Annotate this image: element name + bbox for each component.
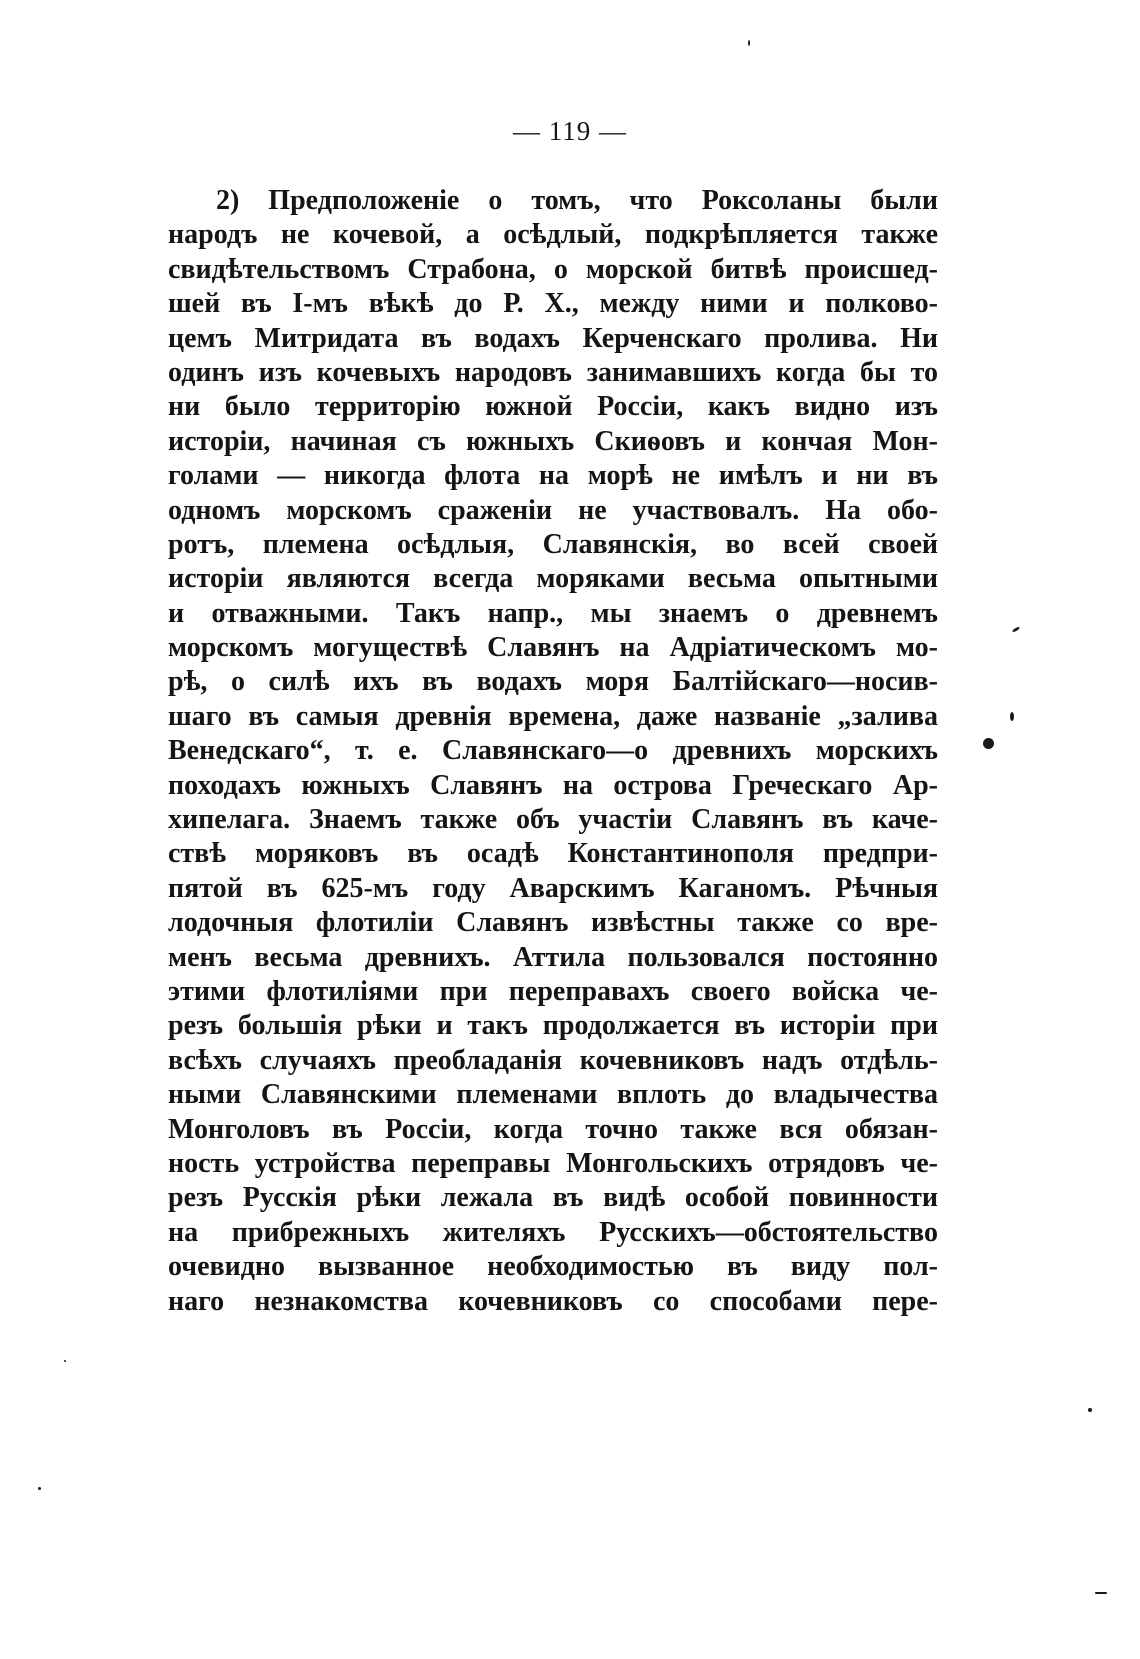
text-line: цемъ Митридата въ водахъ Керченскаго пролива. Ни [168, 322, 938, 354]
scan-speck [64, 1360, 66, 1362]
scan-speck [1012, 626, 1020, 633]
text-line: ность устройства переправы Монгольскихъ отрядовъ че- [168, 1147, 938, 1179]
scan-speck [748, 40, 750, 46]
body-text [168, 184, 938, 1319]
text-line: исторіи являются всегда моряками весьма опытными [168, 563, 938, 595]
scan-speck [983, 738, 994, 749]
text-line: исторіи, начиная съ южныхъ Скиѳовъ и кончая Мон- [168, 425, 938, 457]
text-line: шей въ I-мъ вѣкѣ до Р. Х., между ними и полково- [168, 288, 938, 320]
scan-speck [1010, 712, 1014, 721]
text-line: ни было территорію южной Россіи, какъ видно изъ [168, 391, 938, 423]
scan-speck [1088, 1408, 1092, 1412]
text-line: голами — никогда флота на морѣ не имѣлъ и ни въ [168, 460, 938, 492]
text-line: менъ весьма древнихъ. Аттила пользовался постоянно [168, 941, 938, 973]
text-line: всѣхъ случаяхъ преобладанія кочевниковъ надъ отдѣль- [168, 1044, 938, 1076]
text-line: ными Славянскими племенами вплоть до владычества [168, 1079, 938, 1111]
text-line: этими флотиліями при переправахъ своего войска че- [168, 975, 938, 1007]
text-line: одномъ морскомъ сраженіи не участвовалъ. На обо- [168, 494, 938, 526]
text-line: морскомъ могуществѣ Славянъ на Адріатическомъ мо- [168, 632, 938, 664]
text-line: походахъ южныхъ Славянъ на острова Греческаго Ар- [168, 769, 938, 801]
text-line: резъ Русскія рѣки лежала въ видѣ особой повинности [168, 1182, 938, 1214]
text-line: пятой въ 625-мъ году Аварскимъ Каганомъ. Рѣчныя [168, 872, 938, 904]
text-line: ротъ, племена осѣдлыя, Славянскія, во всей своей [168, 528, 938, 560]
text-line: 2) Предположеніе о томъ, что Роксоланы были [216, 185, 938, 216]
page-number: — 119 — [513, 116, 627, 146]
text-line: народъ не кочевой, а осѣдлый, подкрѣпляется также [168, 219, 938, 251]
text-line: наго незнакомства кочевниковъ со способами пере- [168, 1285, 938, 1317]
scan-speck [38, 1487, 41, 1490]
text-line: хипелага. Знаемъ также объ участіи Славянъ въ каче- [168, 804, 938, 836]
text-line: шаго въ самыя древнія времена, даже названіе „залива [168, 700, 938, 732]
scan-speck [1095, 1592, 1107, 1594]
text-line: одинъ изъ кочевыхъ народовъ занимавшихъ когда бы то [168, 356, 938, 388]
text-line: и отважными. Такъ напр., мы знаемъ о древнемъ [168, 597, 938, 629]
text-line: рѣ, о силѣ ихъ въ водахъ моря Балтійскаго—носив- [168, 666, 938, 698]
text-line: очевидно вызванное необходимостью въ виду пол- [168, 1251, 938, 1283]
text-line: лодочныя флотиліи Славянъ извѣстны также со вре- [168, 907, 938, 939]
text-line: резъ большія рѣки и такъ продолжается въ исторіи при [168, 1010, 938, 1042]
text-line: Монголовъ въ Россіи, когда точно также вся обязан- [168, 1113, 938, 1145]
text-line: свидѣтельствомъ Страбона, о морской битвѣ происшед- [168, 253, 938, 285]
text-line: Венедскаго“, т. е. Славянскаго—о древнихъ морскихъ [168, 735, 938, 767]
text-line: ствѣ моряковъ въ осадѣ Константинополя предпри- [168, 838, 938, 870]
text-line: на прибрежныхъ жителяхъ Русскихъ—обстоятельство [168, 1216, 938, 1248]
